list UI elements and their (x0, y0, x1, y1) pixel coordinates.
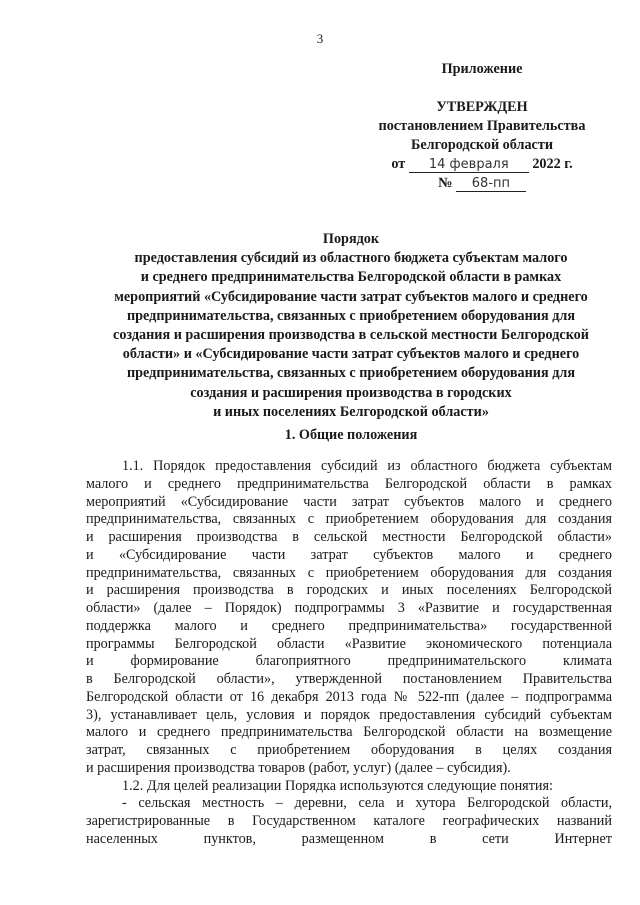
title-line: создания и расширения производства в городских (190, 384, 512, 401)
body-line: населенных пунктов, размещенном в сети Интернет (86, 830, 612, 847)
appendix-label: Приложение (441, 61, 523, 77)
body-line: - сельская местность – деревни, села и хутора Белгородской области, (122, 795, 612, 812)
body-line: программы Белгородской области «Развитие экономического потенциала (86, 635, 612, 652)
approval-block (362, 60, 602, 193)
document-body (86, 458, 612, 849)
body-line: поддержка малого и среднего предпринимательства» государственной (86, 617, 612, 634)
page-number: 3 (316, 31, 324, 46)
title-line: создания и расширения производства в сельской местности Белгородской (113, 327, 589, 344)
body-line: 3), устанавливает цель, условия и порядок предоставления субсидий субъектам (86, 706, 612, 723)
handwritten-date: 14 февраля (409, 158, 529, 173)
body-line: 1.2. Для целей реализации Порядка используются следующие понятия: (122, 777, 553, 794)
title-line: и среднего предпринимательства Белгородской области в рамках (140, 269, 562, 286)
body-line: затрат, связанных с приобретением оборудования в целях создания (86, 742, 612, 758)
body-line: и расширения производства в городских и иных поселениях Белгородской (86, 582, 612, 599)
body-line: в Белгородской области», утвержденной постановлением Правительства (86, 671, 612, 687)
body-line: зарегистрированные в Государственном каталоге географических названий (86, 813, 612, 829)
body-line: малого и среднего предпринимательства Белгородской области на возмещение (86, 724, 612, 741)
body-line: предпринимательства, связанных с приобретением оборудования для создания (86, 511, 612, 528)
title-line: области» и «Субсидирование части затрат субъектов малого и среднего (122, 346, 580, 363)
approved-by-line1: постановлением Правительства (378, 118, 586, 134)
body-line: Белгородской области от 16 декабря 2013 года № 522-пп (далее – подпрограмма (86, 688, 612, 705)
document-title (86, 230, 616, 422)
body-line: и формирование благоприятного предпринимательского климата (86, 653, 612, 670)
approval-number-line (362, 174, 602, 193)
body-line: предпринимательства, связанных с приобретением оборудования для создания (86, 564, 612, 581)
title-line: и иных поселениях Белгородской области» (213, 403, 489, 420)
title-line: предоставления субсидий из областного бюджета субъектам малого (134, 250, 568, 267)
body-line: 1.1. Порядок предоставления субсидий из областного бюджета субъектам (122, 458, 612, 474)
handwritten-number: 68-пп (456, 177, 526, 192)
date-year: 2022 г. (532, 156, 573, 172)
number-prefix: № (438, 175, 453, 191)
approval-date-line (362, 155, 602, 174)
approved-label: УТВЕРЖДЕН (436, 99, 528, 115)
title-line: предпринимательства, связанных с приобретением оборудования для (126, 365, 576, 382)
section-heading: 1. Общие положения (284, 427, 418, 443)
body-line: и расширения производства в сельской местности Белгородской области» (86, 529, 612, 545)
body-line: и расширения производства товаров (работ, услуг) (далее – субсидия). (86, 759, 511, 776)
body-line: и «Субсидирование части затрат субъектов малого и среднего (86, 546, 612, 563)
date-prefix: от (391, 156, 406, 172)
title-line: мероприятий «Субсидирование части затрат субъектов малого и среднего (114, 288, 588, 305)
body-line: малого и среднего предпринимательства Белгородской области в рамках (86, 475, 612, 492)
body-line: области» (далее – Порядок) подпрограммы 3 «Развитие и государственная (86, 600, 612, 616)
title-heading: Порядок (322, 231, 380, 247)
title-lines (86, 249, 616, 422)
body-line: мероприятий «Субсидирование части затрат субъектов малого и среднего (86, 493, 612, 510)
title-line: предпринимательства, связанных с приобретением оборудования для (126, 307, 576, 324)
approved-by-line2: Белгородской области (411, 137, 553, 153)
